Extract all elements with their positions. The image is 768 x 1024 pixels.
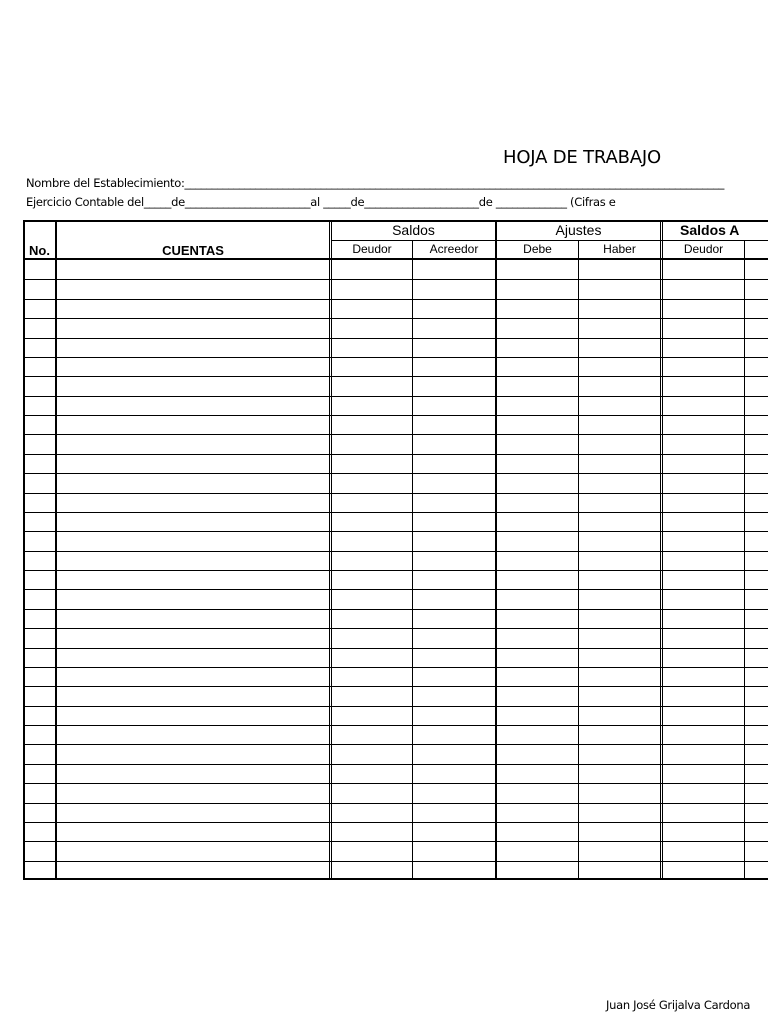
- table-row: [23, 861, 768, 862]
- author-credit: Juan José Grijalva Cardona: [606, 998, 751, 1012]
- group-header-ajustes: Ajustes: [555, 222, 602, 238]
- worksheet-table: [23, 220, 768, 882]
- table-row: [23, 764, 768, 765]
- fiscal-period-line: Ejercicio Contable del_____de_______________________al _____de_____________________de _____________ (Cifras e: [26, 195, 616, 209]
- table-row: [23, 803, 768, 804]
- table-row: [23, 667, 768, 668]
- table-row: [23, 473, 768, 474]
- table-row: [23, 725, 768, 726]
- subheader-ajustes-haber: Haber: [603, 242, 636, 256]
- table-row: [23, 609, 768, 610]
- table-row: [23, 841, 768, 842]
- table-row: [23, 822, 768, 823]
- table-row: [23, 415, 768, 416]
- subheader-ajustes-debe: Debe: [523, 242, 552, 256]
- divider-saldos-a-sub: [744, 240, 745, 880]
- column-header-no: No.: [29, 243, 50, 258]
- table-row: [23, 279, 768, 280]
- divider-ajustes-b: [662, 220, 663, 880]
- page-title: HOJA DE TRABAJO: [503, 147, 661, 168]
- table-row: [23, 493, 768, 494]
- table-row: [23, 686, 768, 687]
- table-row: [23, 628, 768, 629]
- subheader-saldos-deudor: Deudor: [352, 242, 392, 256]
- header-bottom-rule: [23, 258, 768, 260]
- table-row: [23, 648, 768, 649]
- group-header-saldos: Saldos: [392, 222, 435, 238]
- column-header-accounts: CUENTAS: [162, 243, 224, 258]
- table-row: [23, 570, 768, 571]
- divider-accounts-b: [331, 220, 332, 880]
- subheader-saldos-acreedor: Acreedor: [429, 242, 479, 256]
- divider-saldos-sub: [412, 240, 413, 880]
- table-row: [23, 396, 768, 397]
- divider-ajustes-sub: [578, 240, 579, 880]
- group-header-saldos-a: Saldos A: [680, 222, 740, 238]
- table-row: [23, 357, 768, 358]
- divider-ajustes-a: [660, 220, 661, 880]
- table-row: [23, 318, 768, 319]
- table-row: [23, 589, 768, 590]
- table-row: [23, 376, 768, 377]
- table-row: [23, 744, 768, 745]
- table-row: [23, 706, 768, 707]
- table-row: [23, 531, 768, 532]
- table-row: [23, 551, 768, 552]
- group-header-rule: [331, 240, 768, 241]
- divider-saldos: [495, 220, 497, 880]
- establishment-name-line: Nombre del Establecimiento:___________________________________________________________________________________________________: [26, 176, 725, 190]
- subheader-saldos-a-deudor: Deudor: [683, 242, 724, 256]
- table-border: [23, 220, 768, 880]
- divider-no: [55, 220, 57, 880]
- divider-accounts-a: [329, 220, 330, 880]
- table-row: [23, 299, 768, 300]
- table-row: [23, 512, 768, 513]
- table-row: [23, 454, 768, 455]
- table-row: [23, 338, 768, 339]
- table-row: [23, 434, 768, 435]
- table-row: [23, 783, 768, 784]
